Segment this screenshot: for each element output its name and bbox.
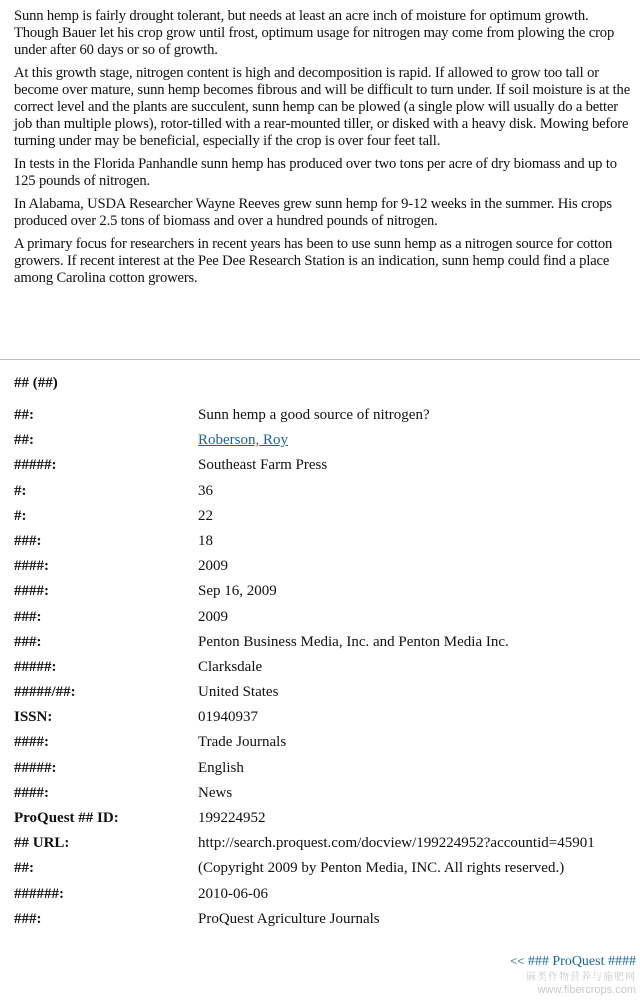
metadata-heading: ## (##) xyxy=(14,375,58,391)
metadata-value: 22 xyxy=(198,507,213,524)
metadata-row xyxy=(14,478,634,503)
metadata-row xyxy=(14,452,634,477)
metadata-label: ####: xyxy=(14,784,49,801)
metadata-label: #####: xyxy=(14,658,57,675)
metadata-value: 199224952 xyxy=(198,810,266,826)
metadata-label: ##: xyxy=(14,860,34,877)
metadata-row xyxy=(14,755,634,780)
metadata-label: #: xyxy=(14,507,27,524)
metadata-row xyxy=(14,679,634,704)
metadata-label: ###: xyxy=(14,910,42,927)
article-body xyxy=(14,8,632,293)
metadata-label: ####: xyxy=(14,558,49,575)
metadata-row xyxy=(14,604,634,629)
metadata-row xyxy=(14,906,634,931)
metadata-label: ##: xyxy=(14,407,34,423)
metadata-label: ###: xyxy=(14,608,42,625)
metadata-value: 2010-06-06 xyxy=(198,885,268,902)
metadata-row xyxy=(14,553,634,578)
metadata-value: http://search.proquest.com/docview/199224952?accountid=45901 xyxy=(198,835,595,852)
metadata-value: Southeast Farm Press xyxy=(198,457,328,474)
back-to-proquest-link[interactable] xyxy=(510,953,636,970)
metadata-label: ####: xyxy=(14,583,49,600)
article-paragraph: In tests in the Florida Panhandle sunn hemp has produced over two tons per acre of dry biomass and up to 125 pounds of nitrogen. xyxy=(14,156,617,189)
metadata-row xyxy=(14,780,634,805)
article-paragraph: A primary focus for researchers in recent years has been to use sunn hemp as a nitrogen source for cotton growers. If recent interest at the Pee Dee Research Station is an indication, sunn hemp could find a place among Carolina cotton growers. xyxy=(14,236,613,286)
metadata-value: United States xyxy=(198,684,279,701)
metadata-value: English xyxy=(198,759,244,776)
metadata-row xyxy=(14,654,634,679)
metadata-value: Clarksdale xyxy=(198,658,263,675)
metadata-value: Penton Business Media, Inc. and Penton Media Inc. xyxy=(198,633,509,650)
metadata-label: ####: xyxy=(14,734,49,751)
metadata-value: News xyxy=(198,784,233,801)
metadata-label: ##: xyxy=(14,432,34,449)
metadata-value: 36 xyxy=(198,482,213,499)
back-link-label: ### ProQuest #### xyxy=(527,954,636,969)
metadata-row xyxy=(14,402,634,427)
metadata-row xyxy=(14,578,634,603)
author-link[interactable]: Roberson, Roy xyxy=(198,432,288,449)
metadata-label: ## URL: xyxy=(14,835,70,852)
site-watermark xyxy=(506,971,636,997)
metadata-label: ###: xyxy=(14,633,42,650)
metadata-value: ProQuest Agriculture Journals xyxy=(198,910,380,927)
metadata-row xyxy=(14,805,634,830)
metadata-label: #####: xyxy=(14,457,57,474)
metadata-label: ISSN: xyxy=(14,709,53,726)
metadata-value: Sep 16, 2009 xyxy=(198,583,277,600)
metadata-table xyxy=(14,402,634,931)
metadata-value: 01940937 xyxy=(198,709,258,726)
metadata-label: ProQuest ## ID: xyxy=(14,810,119,826)
metadata-row xyxy=(14,830,634,855)
metadata-row xyxy=(14,704,634,729)
article-paragraph: In Alabama, USDA Researcher Wayne Reeves grew sunn hemp for 9-12 weeks in the summer. His crops produced over 2.5 tons of biomass and over a hundred pounds of nitrogen. xyxy=(14,196,612,229)
metadata-row xyxy=(14,427,634,452)
metadata-label: ###: xyxy=(14,532,42,549)
article-paragraph: Sunn hemp is fairly drought tolerant, but needs at least an acre inch of moisture for optimum growth. Though Bauer let his crop grow until frost, optimum usage for nitrogen may come from plowing the crop under after 60 days or so of growth. xyxy=(14,8,615,58)
metadata-value: 18 xyxy=(198,532,213,549)
watermark-chinese-text: 麻类作物营养与施肥网 xyxy=(526,972,636,983)
metadata-label: ######: xyxy=(14,885,64,902)
metadata-value: 2009 xyxy=(198,608,228,625)
metadata-label: #: xyxy=(14,482,27,499)
metadata-value: Sunn hemp a good source of nitrogen? xyxy=(198,407,430,423)
watermark-url: www.fibercrops.com xyxy=(537,984,636,996)
metadata-value: Trade Journals xyxy=(198,734,287,751)
metadata-row xyxy=(14,881,634,906)
metadata-row xyxy=(14,629,634,654)
section-divider xyxy=(0,359,640,360)
metadata-row xyxy=(14,855,634,880)
metadata-row xyxy=(14,729,634,754)
metadata-value: (Copyright 2009 by Penton Media, INC. All rights reserved.) xyxy=(198,860,565,877)
double-chevron-left-icon: << xyxy=(510,954,525,968)
metadata-row xyxy=(14,528,634,553)
metadata-label: #####: xyxy=(14,759,57,776)
article-paragraph: At this growth stage, nitrogen content is high and decomposition is rapid. If allowed to grow too tall or become over mature, sunn hemp becomes fibrous and will be difficult to turn under. If soil moisture is at the correct level and the plants are succulent, sunn hemp can be plowed (a single plow will usually do a better job than multiple plows), rotor-tilled with a rear-mounted tiller, or disked with a heavy disk. Mowing before turning under may be beneficial, especially if the crop is over four feet tall. xyxy=(14,65,631,149)
metadata-value: 2009 xyxy=(198,558,228,575)
metadata-label: #####/##: xyxy=(14,684,76,701)
metadata-row xyxy=(14,503,634,528)
